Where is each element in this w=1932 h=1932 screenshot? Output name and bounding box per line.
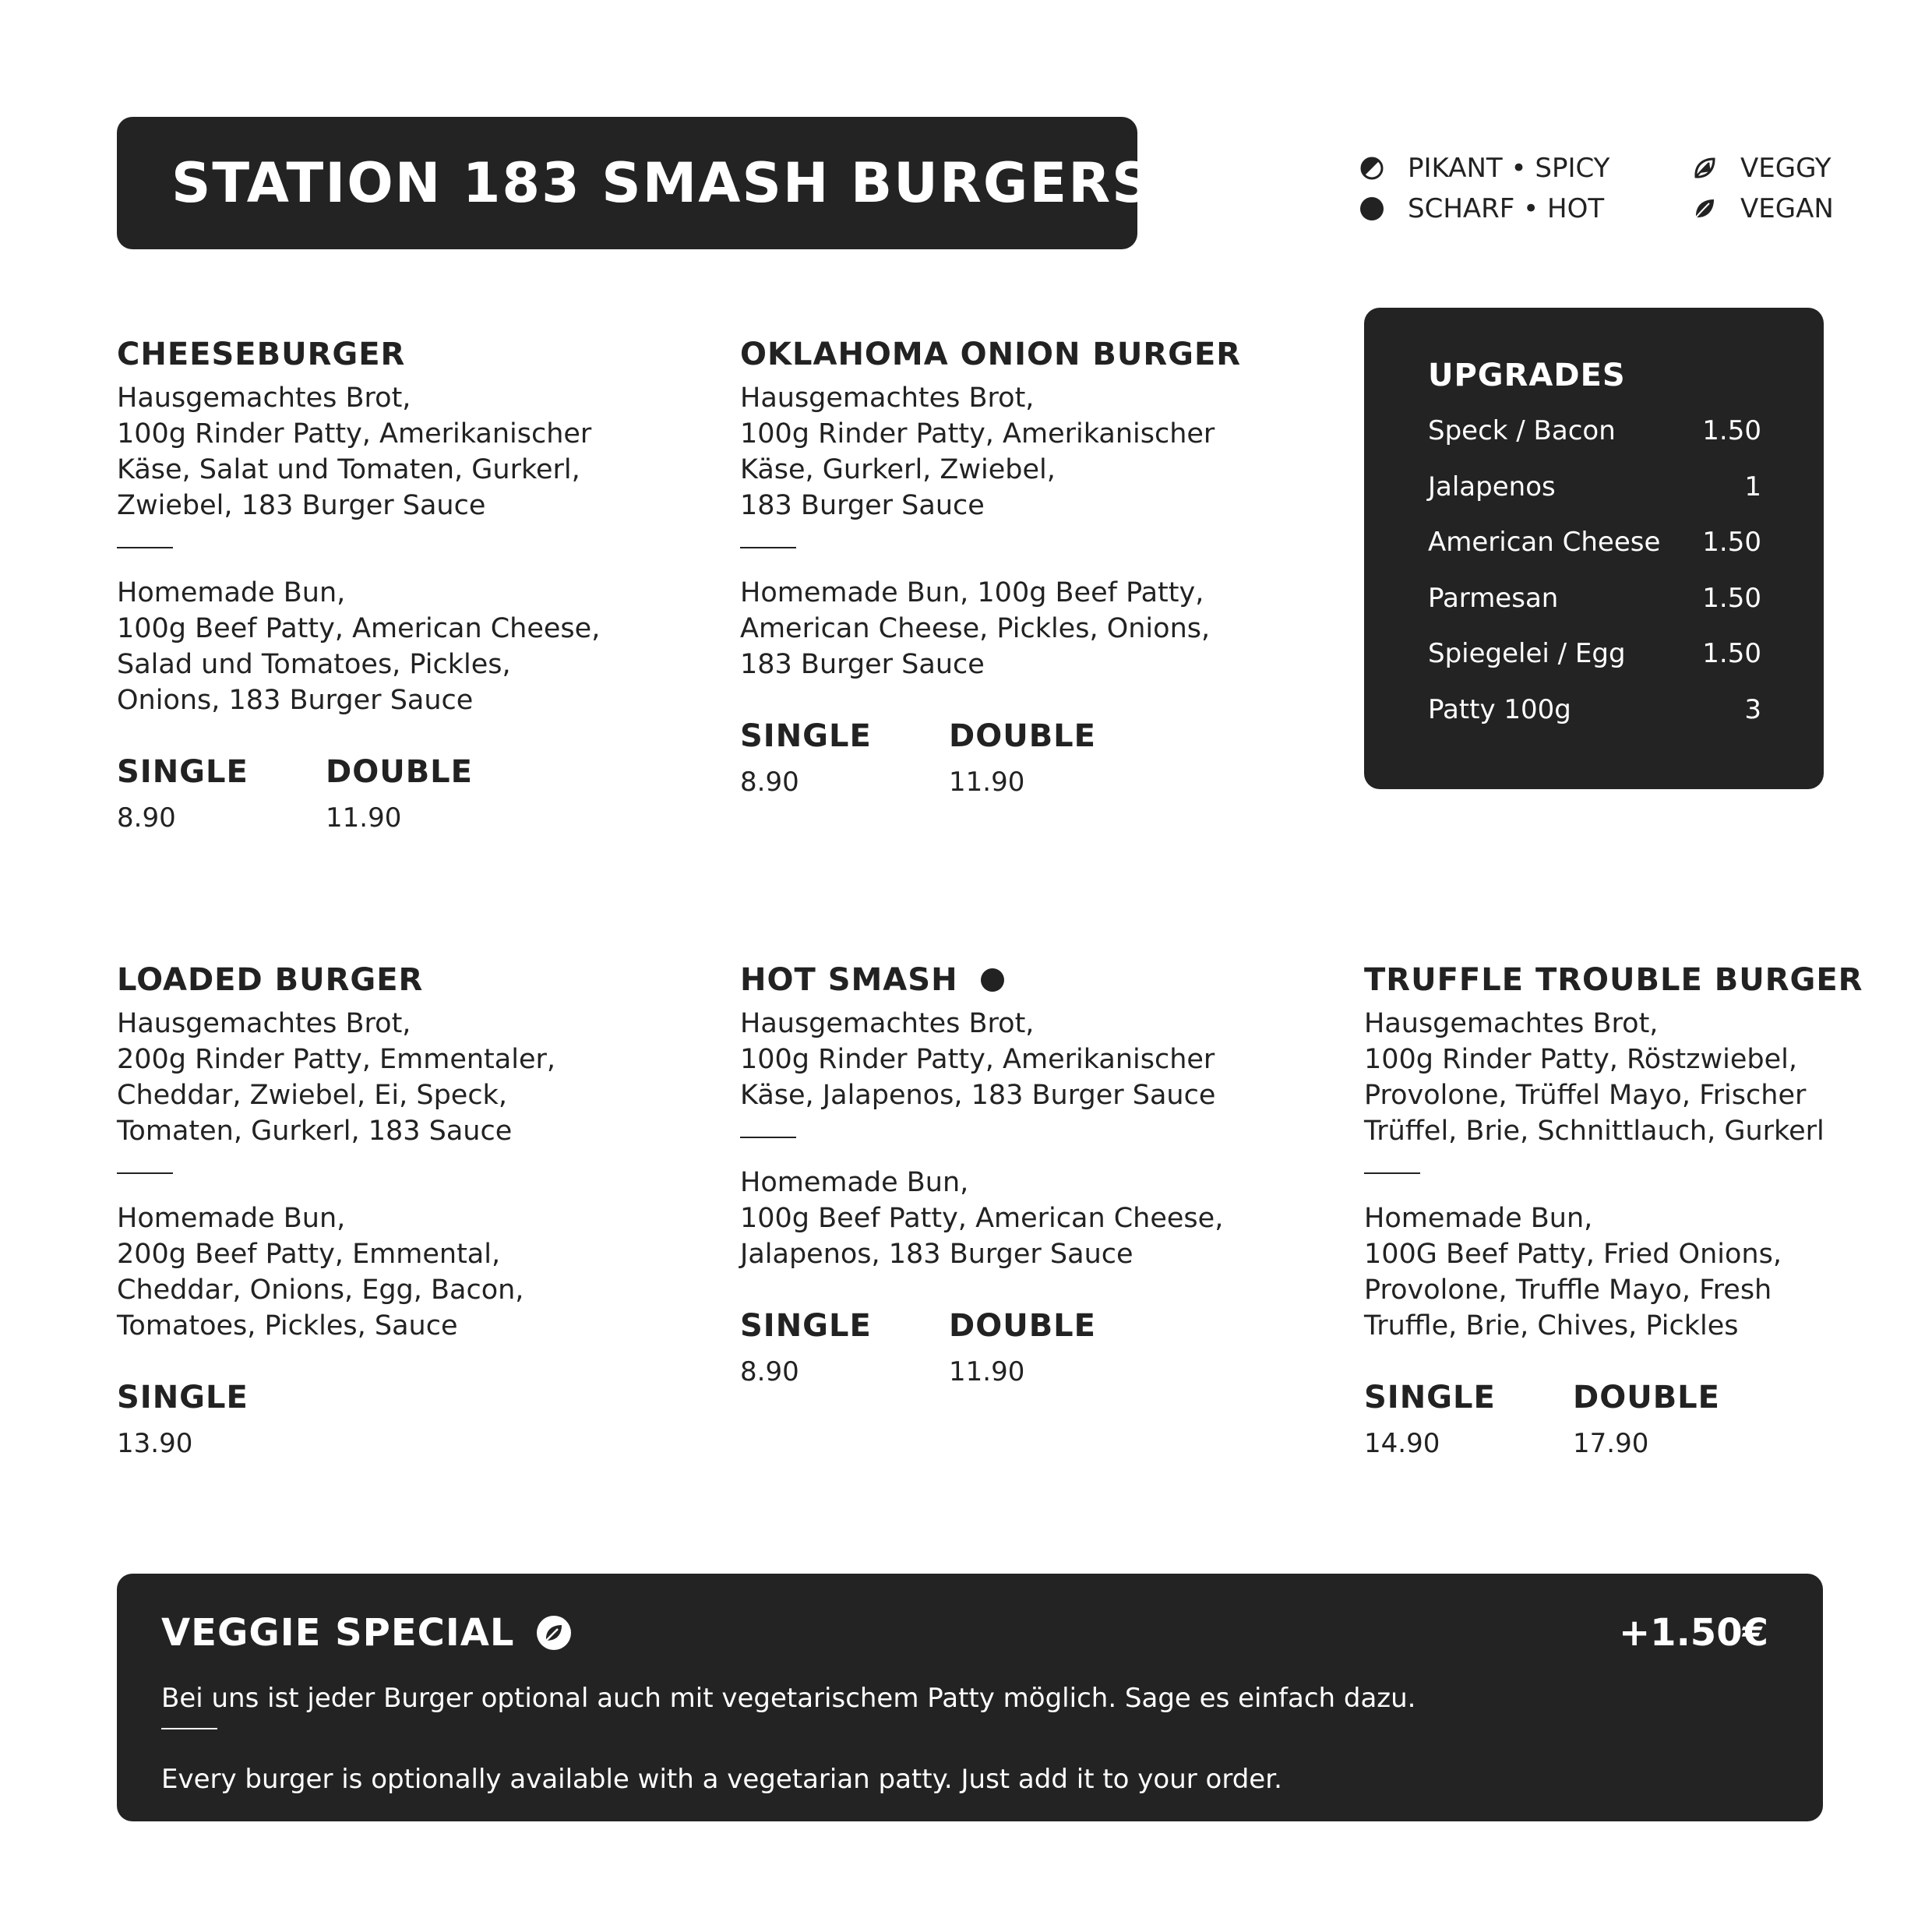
upgrade-item bbox=[1428, 578, 1761, 634]
divider bbox=[740, 547, 796, 548]
legend-label-veggy: VEGGY bbox=[1740, 153, 1832, 184]
description-line: 100G Beef Patty, Fried Onions, bbox=[1364, 1239, 1782, 1270]
veggie-special-title: VEGGIE SPECIAL bbox=[161, 1611, 515, 1655]
description-line: Cheddar, Onions, Egg, Bacon, bbox=[117, 1274, 524, 1306]
description-line: Onions, 183 Burger Sauce bbox=[117, 685, 474, 716]
price-value: 8.90 bbox=[740, 1356, 799, 1387]
description-line: Provolone, Trüffel Mayo, Frischer bbox=[1364, 1080, 1807, 1111]
veggie-special-text-english: Every burger is optionally available with a vegetarian patty. Just add it to your order. bbox=[161, 1764, 1282, 1795]
price-label: DOUBLE bbox=[1573, 1380, 1720, 1416]
price-label: SINGLE bbox=[117, 1380, 249, 1416]
description-line: Hausgemachtes Brot, bbox=[1364, 1008, 1659, 1039]
price-row bbox=[740, 1306, 1332, 1387]
legend-label-hot: SCHARF • HOT bbox=[1408, 193, 1605, 224]
divider bbox=[161, 1728, 217, 1729]
description-line: Hausgemachtes Brot, bbox=[117, 383, 411, 414]
price-double bbox=[949, 717, 1158, 798]
price-row bbox=[1364, 1378, 1863, 1459]
price-single bbox=[740, 717, 949, 798]
price-double bbox=[326, 753, 534, 834]
description-line: American Cheese, Pickles, Onions, bbox=[740, 613, 1211, 644]
description-line: Homemade Bun, 100g Beef Patty, bbox=[740, 577, 1204, 608]
price-label: SINGLE bbox=[740, 718, 872, 754]
price-double bbox=[949, 1306, 1158, 1387]
divider bbox=[117, 1172, 173, 1174]
description-line: Hausgemachtes Brot, bbox=[117, 1008, 411, 1039]
description-line: 100g Beef Patty, American Cheese, bbox=[740, 1203, 1224, 1234]
price-label: SINGLE bbox=[117, 754, 249, 790]
price-label: DOUBLE bbox=[326, 754, 473, 790]
legend-diet bbox=[1692, 148, 1834, 229]
price-value: 8.90 bbox=[740, 767, 799, 798]
veggie-special-text-german: Bei uns ist jeder Burger optional auch mit vegetarischem Patty möglich. Sage es einfach dazu. bbox=[161, 1683, 1416, 1714]
description-line: Zwiebel, 183 Burger Sauce bbox=[117, 490, 486, 521]
description-line: Trüffel, Brie, Schnittlauch, Gurkerl bbox=[1364, 1116, 1824, 1147]
divider bbox=[740, 1137, 796, 1138]
burger-title-row bbox=[740, 962, 1332, 998]
description-english bbox=[740, 575, 1317, 682]
upgrade-price: 1.50 bbox=[1702, 527, 1761, 558]
filled-circle-icon bbox=[980, 968, 1005, 992]
price-value: 8.90 bbox=[117, 802, 176, 834]
upgrade-name: American Cheese bbox=[1428, 527, 1661, 558]
description-line: Käse, Jalapenos, 183 Burger Sauce bbox=[740, 1080, 1216, 1111]
legend-item-veggy bbox=[1692, 148, 1834, 189]
price-single bbox=[740, 1306, 949, 1387]
menu-item-truffle-trouble-burger bbox=[1364, 962, 1863, 1459]
price-label: DOUBLE bbox=[949, 1308, 1096, 1344]
description-english bbox=[117, 1200, 678, 1344]
description-line: Tomatoes, Pickles, Sauce bbox=[117, 1310, 458, 1341]
price-single bbox=[1364, 1378, 1573, 1459]
description-line: Hausgemachtes Brot, bbox=[740, 1008, 1035, 1039]
burger-name: HOT SMASH bbox=[740, 962, 958, 998]
upgrade-price: 1 bbox=[1744, 471, 1761, 502]
divider bbox=[117, 547, 173, 548]
upgrades-title: UPGRADES bbox=[1428, 358, 1626, 393]
description-line: Homemade Bun, bbox=[1364, 1203, 1593, 1234]
veggie-special-title-row bbox=[161, 1611, 572, 1655]
upgrade-name: Parmesan bbox=[1428, 582, 1559, 614]
description-german bbox=[740, 380, 1317, 524]
legend-item-hot bbox=[1359, 189, 1609, 229]
leaf-circle-icon bbox=[536, 1615, 572, 1651]
price-value: 13.90 bbox=[117, 1428, 193, 1459]
menu-item-hot-smash bbox=[740, 962, 1332, 1387]
description-line: 183 Burger Sauce bbox=[740, 490, 985, 521]
burger-name: OKLAHOMA ONION BURGER bbox=[740, 337, 1242, 372]
filled-circle-icon bbox=[1359, 196, 1384, 221]
upgrade-price: 1.50 bbox=[1702, 638, 1761, 669]
upgrade-name: Speck / Bacon bbox=[1428, 415, 1616, 446]
burger-name: LOADED BURGER bbox=[117, 962, 424, 998]
upgrade-item bbox=[1428, 633, 1761, 689]
description-line: 183 Burger Sauce bbox=[740, 649, 985, 680]
upgrade-item bbox=[1428, 467, 1761, 523]
description-english bbox=[740, 1165, 1332, 1272]
description-line: Käse, Salat und Tomaten, Gurkerl, bbox=[117, 454, 580, 485]
page-title: STATION 183 SMASH BURGERS bbox=[171, 151, 1153, 215]
description-line: Homemade Bun, bbox=[117, 1203, 346, 1234]
legend-label-spicy: PIKANT • SPICY bbox=[1408, 153, 1610, 184]
description-german bbox=[117, 380, 678, 524]
description-line: Homemade Bun, bbox=[117, 577, 346, 608]
menu-item-cheeseburger bbox=[117, 337, 678, 834]
description-line: 100g Rinder Patty, Amerikanischer bbox=[117, 418, 592, 450]
description-line: Hausgemachtes Brot, bbox=[740, 383, 1035, 414]
price-value: 11.90 bbox=[949, 1356, 1025, 1387]
upgrade-item bbox=[1428, 522, 1761, 578]
description-line: Salad und Tomatoes, Pickles, bbox=[117, 649, 511, 680]
price-row bbox=[740, 717, 1317, 798]
description-german bbox=[1364, 1006, 1863, 1149]
upgrade-price: 1.50 bbox=[1702, 582, 1761, 614]
description-line: 100g Rinder Patty, Röstzwiebel, bbox=[1364, 1044, 1798, 1075]
description-line: 100g Rinder Patty, Amerikanischer bbox=[740, 1044, 1215, 1075]
upgrades-list bbox=[1428, 411, 1761, 745]
upgrade-item bbox=[1428, 689, 1761, 746]
price-single bbox=[117, 753, 326, 834]
burger-name: TRUFFLE TROUBLE BURGER bbox=[1364, 962, 1863, 998]
description-english bbox=[117, 575, 678, 718]
description-german bbox=[117, 1006, 678, 1149]
veggie-special-price: +1.50€ bbox=[1618, 1611, 1768, 1655]
legend-spice bbox=[1359, 148, 1609, 229]
price-single bbox=[117, 1378, 326, 1459]
price-value: 17.90 bbox=[1573, 1428, 1649, 1459]
upgrade-name: Patty 100g bbox=[1428, 693, 1571, 725]
description-line: Homemade Bun, bbox=[740, 1167, 969, 1198]
price-value: 11.90 bbox=[326, 802, 402, 834]
price-double bbox=[1573, 1378, 1782, 1459]
price-label: SINGLE bbox=[1364, 1380, 1496, 1416]
upgrade-price: 1.50 bbox=[1702, 415, 1761, 446]
upgrade-name: Jalapenos bbox=[1428, 471, 1556, 502]
veggie-special-panel bbox=[117, 1574, 1823, 1821]
title-banner bbox=[117, 117, 1153, 249]
description-line: Tomaten, Gurkerl, 183 Sauce bbox=[117, 1116, 513, 1147]
price-label: DOUBLE bbox=[949, 718, 1096, 754]
half-filled-circle-icon bbox=[1359, 156, 1384, 181]
description-line: 200g Beef Patty, Emmental, bbox=[117, 1239, 501, 1270]
burger-name: CHEESEBURGER bbox=[117, 337, 406, 372]
upgrade-price: 3 bbox=[1744, 693, 1761, 725]
price-value: 11.90 bbox=[949, 767, 1025, 798]
price-row bbox=[117, 753, 678, 834]
description-english bbox=[1364, 1200, 1863, 1344]
upgrades-panel bbox=[1364, 308, 1824, 789]
price-value: 14.90 bbox=[1364, 1428, 1440, 1459]
price-row bbox=[117, 1378, 678, 1459]
legend-item-vegan bbox=[1692, 189, 1834, 229]
menu-item-oklahoma-onion-burger bbox=[740, 337, 1317, 798]
legend-item-spicy bbox=[1359, 148, 1609, 189]
upgrade-name: Spiegelei / Egg bbox=[1428, 638, 1626, 669]
menu-item-loaded-burger bbox=[117, 962, 678, 1459]
leaf-outline-icon bbox=[1692, 156, 1717, 181]
description-line: 100g Beef Patty, American Cheese, bbox=[117, 613, 601, 644]
divider bbox=[1364, 1172, 1420, 1174]
leaf-filled-icon bbox=[1692, 196, 1717, 221]
description-line: 200g Rinder Patty, Emmentaler, bbox=[117, 1044, 555, 1075]
description-line: 100g Rinder Patty, Amerikanischer bbox=[740, 418, 1215, 450]
description-line: Truffle, Brie, Chives, Pickles bbox=[1364, 1310, 1739, 1341]
description-line: Käse, Gurkerl, Zwiebel, bbox=[740, 454, 1056, 485]
description-line: Cheddar, Zwiebel, Ei, Speck, bbox=[117, 1080, 507, 1111]
legend-label-vegan: VEGAN bbox=[1740, 193, 1834, 224]
description-line: Provolone, Truffle Mayo, Fresh bbox=[1364, 1274, 1772, 1306]
price-label: SINGLE bbox=[740, 1308, 872, 1344]
upgrade-item bbox=[1428, 411, 1761, 467]
description-german bbox=[740, 1006, 1332, 1113]
description-line: Jalapenos, 183 Burger Sauce bbox=[740, 1239, 1133, 1270]
